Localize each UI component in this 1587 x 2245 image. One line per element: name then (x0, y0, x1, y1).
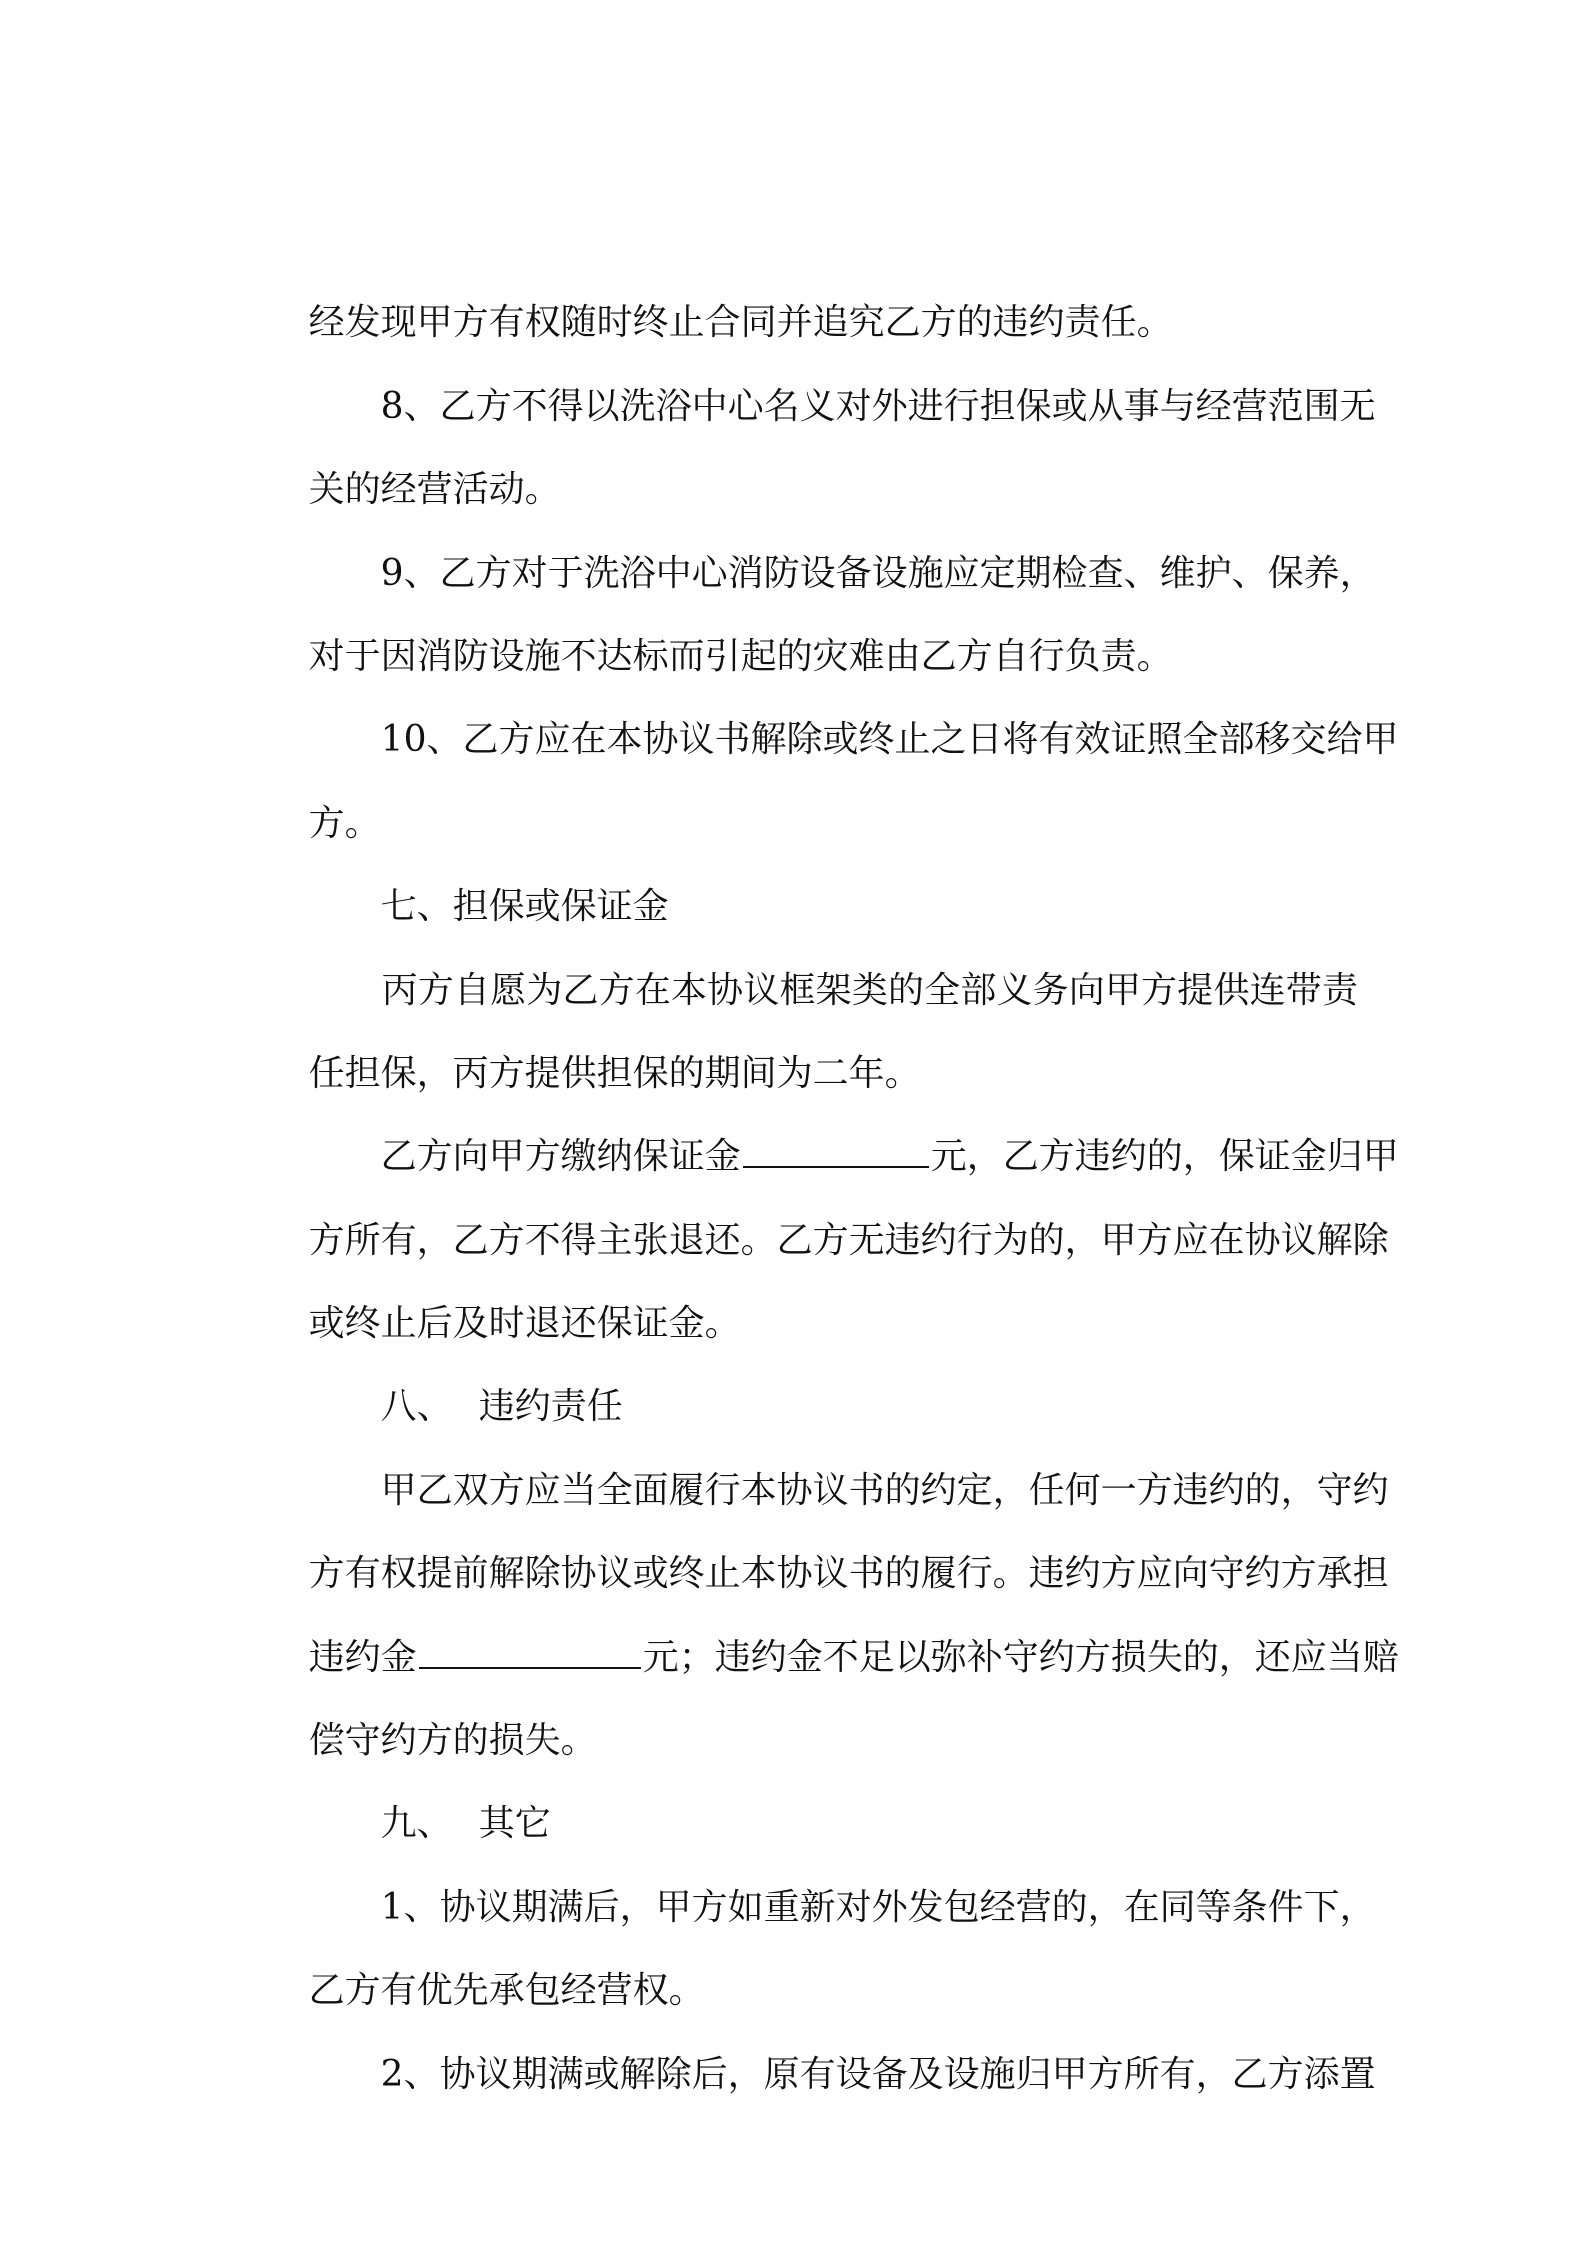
text-line: 乙方有优先承包经营权。 (308, 1970, 705, 2012)
text-line: 丙方自愿为乙方在本协议框架类的全部义务向甲方提供连带责 (381, 969, 1358, 1011)
text-line: 或终止后及时退还保证金。 (308, 1303, 741, 1345)
text-segment: 元，乙方违约的，保证金归甲 (930, 1136, 1399, 1178)
text-segment: 元；违约金不足以弥补守约方损失的，还应当赔 (642, 1636, 1399, 1678)
section-number: 八、 (380, 1386, 453, 1428)
section-title: 其它 (478, 1803, 551, 1845)
text-line: 10、乙方应在本协议书解除或终止之日将有效证照全部移交给甲 (380, 719, 1399, 761)
paragraph-line (240, 198, 1358, 344)
text-line: 甲乙双方应当全面履行本协议书的约定，任何一方违约的，守约 (380, 1469, 1389, 1511)
text-line: 方有权提前解除协议或终止本协议书的履行。违约方应向守约方承担 (308, 1553, 1389, 1595)
text-line: 经发现甲方有权随时终止合同并追究乙方的违约责任。 (308, 302, 1173, 344)
deposit-amount-blank (743, 1132, 929, 1168)
text-line: 9、乙方对于洗浴中心消防设备设施应定期检查、维护、保养， (380, 552, 1376, 594)
text-line: 方所有，乙方不得主张退还。乙方无违约行为的，甲方应在协议解除 (308, 1219, 1389, 1261)
text-line: 方。 (308, 802, 381, 844)
text-line: 对于因消防设施不达标而引起的灾难由乙方自行负责。 (308, 635, 1173, 677)
contract-text (240, 198, 1399, 2095)
text-line: 1、协议期满后，甲方如重新对外发包经营的，在同等条件下， (380, 1886, 1376, 1928)
text-line: 偿守约方的损失。 (308, 1720, 597, 1762)
section-title: 七、担保或保证金 (380, 886, 669, 928)
text-segment: 违约金 (308, 1636, 417, 1678)
section-title: 违约责任 (478, 1386, 623, 1428)
text-line: 任担保，丙方提供担保的期间为二年。 (308, 1052, 921, 1094)
text-line: 2、协议期满或解除后，原有设备及设施归甲方所有，乙方添置 (380, 2053, 1376, 2095)
text-line: 关的经营活动。 (308, 469, 561, 511)
penalty-amount-blank (419, 1633, 641, 1669)
text-line: 8、乙方不得以洗浴中心名义对外进行担保或从事与经营范围无 (380, 385, 1376, 427)
text-segment: 乙方向甲方缴纳保证金 (380, 1136, 741, 1178)
section-number: 九、 (380, 1803, 453, 1845)
